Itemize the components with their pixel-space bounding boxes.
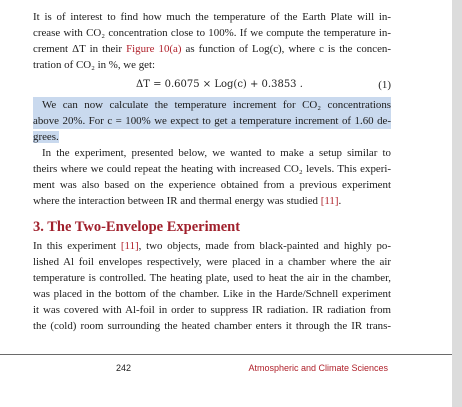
text-fragment: In this experiment — [33, 240, 121, 252]
text-line: was placed in the bottom of the chamber. Like in the Harde/Schnell experiment — [33, 288, 391, 300]
text-line: temperature is controlled. The heating plate, used to heat the air in the chamber, — [33, 272, 391, 284]
text-fragment: where the interaction between IR and thermal energy was studied — [33, 195, 321, 207]
text-line — [33, 129, 391, 145]
journal-name: Atmospheric and Climate Sciences — [248, 363, 388, 373]
equation — [33, 73, 391, 97]
figure-link[interactable]: Figure 10(a) — [126, 43, 182, 55]
text-column — [33, 9, 391, 334]
citation-link[interactable]: [11] — [320, 195, 339, 207]
citation-link[interactable]: [11] — [120, 240, 139, 252]
section-heading: 3. The Two-Envelope Experiment — [33, 219, 241, 235]
text-fragment: as function of Log(c), where c is the concen- — [181, 43, 391, 55]
text-line: tration of CO₂ in %, we get: — [33, 59, 156, 71]
text-fragment: crement ΔT in their — [33, 43, 127, 55]
text-line — [33, 238, 391, 254]
page-number: 242 — [116, 363, 132, 373]
text-line: We can now calculate the temperature increment for CO₂ concentrations — [42, 99, 391, 111]
selected-fragment[interactable]: grees. — [33, 131, 59, 143]
text-line: lished Al foil envelopes respectively, were placed in a chamber where the air — [33, 256, 391, 268]
text-line: It is of interest to find how much the temperature of the Earth Plate will in- — [33, 11, 391, 23]
selected-paragraph[interactable] — [33, 97, 391, 129]
text-line: theirs where we could repeat the heating with increased CO₂ levels. This experi- — [33, 163, 391, 175]
text-line: crease with CO₂ concentration close to 100%. If we compute the temperature in- — [33, 27, 391, 39]
text-fragment: , two objects, made from black-painted and highly po- — [138, 240, 391, 252]
equation-body: ΔT = 0.6075 × Log(c) + 0.3853 . — [136, 79, 303, 90]
text-line: it was covered with Al-foil in order to suppress IR radiation. IR radiation from — [33, 304, 391, 316]
text-line: above 20%. For c = 100% we expect to get a temperature increment of 1.60 de- — [33, 115, 391, 127]
text-line: the (cold) room surrounding the heated chamber enters it through the IR trans- — [33, 320, 391, 332]
text-fragment: . — [338, 195, 342, 207]
text-line: ment was also based on the experience obtained from a previous experiment — [33, 179, 391, 191]
equation-number: (1) — [378, 79, 391, 91]
footer-divider — [0, 354, 452, 355]
text-line: In the experiment, presented below, we wanted to make a setup similar to — [42, 147, 391, 159]
text-line — [33, 41, 391, 57]
vertical-scrollbar[interactable] — [452, 0, 462, 407]
text-line — [33, 193, 391, 209]
